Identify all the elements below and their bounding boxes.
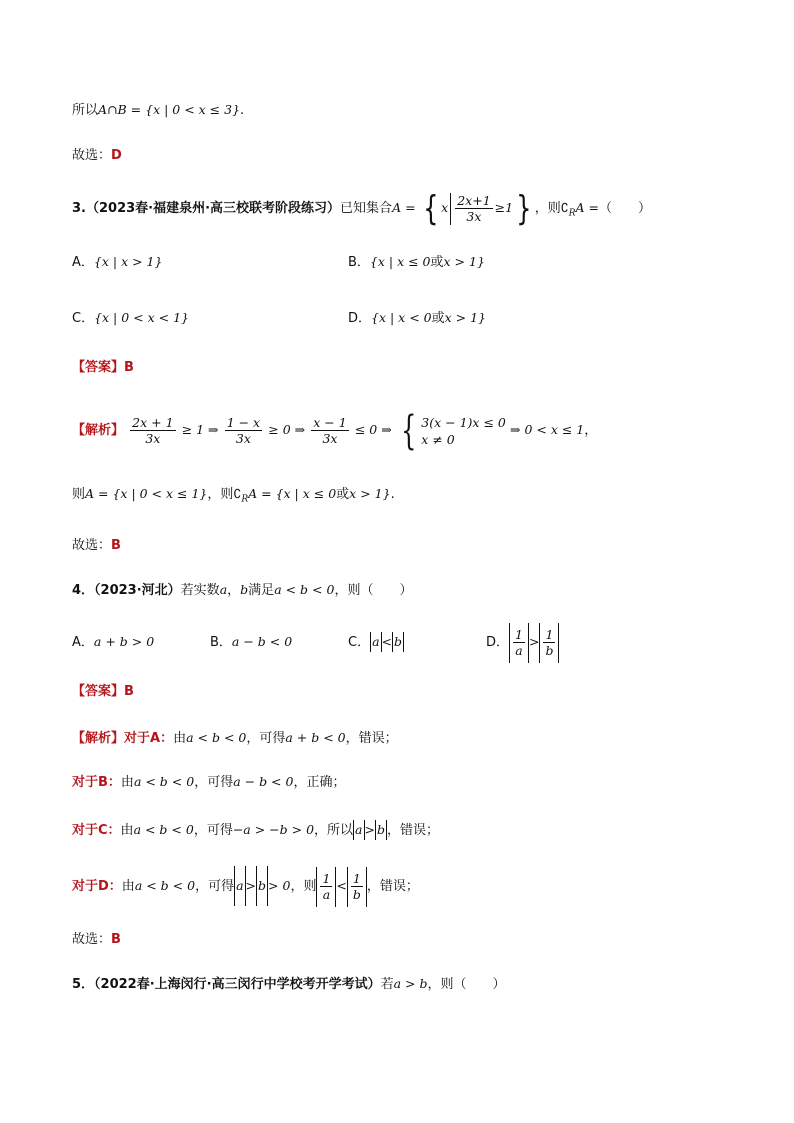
option-4b xyxy=(210,632,292,653)
abs-b: b xyxy=(392,632,404,652)
option-3a xyxy=(72,252,162,273)
fraction xyxy=(513,627,525,658)
option-expression-a: {x | x < 0 xyxy=(371,310,432,325)
question-number: 4． xyxy=(72,583,95,598)
choose-line-q3 xyxy=(72,536,121,556)
analysis-math: a < b < 0 xyxy=(186,730,247,745)
question-4 xyxy=(72,580,412,601)
analysis-label: 【解析】 xyxy=(72,423,125,438)
option-expression-b: x > 1} xyxy=(443,254,485,269)
abs-b: b xyxy=(256,866,268,906)
option-label: D． xyxy=(348,311,372,326)
complement-prefix: 则 xyxy=(72,487,86,502)
analysis-text: ，则 xyxy=(290,879,317,894)
complement-expression-a: A = {x | x ≤ 0 xyxy=(248,486,337,501)
fraction xyxy=(320,871,332,902)
analysis-fraction-2 xyxy=(225,415,262,446)
option-4c xyxy=(348,632,404,653)
analysis-relation-1: ≥ 1 ⇒ xyxy=(181,422,219,437)
option-label: D． xyxy=(486,635,510,650)
question-5 xyxy=(72,974,506,995)
option-label: C． xyxy=(348,635,371,650)
analysis-relation: < xyxy=(336,878,347,893)
option-4a xyxy=(72,632,154,653)
separator: ， xyxy=(227,583,241,598)
fraction-numerator: 1 xyxy=(545,627,554,642)
intersection-expression: A∩B = {x | 0 < x ≤ 3} xyxy=(98,102,241,117)
analysis-result: ⇒ 0 < x ≤ 1 xyxy=(510,422,585,437)
analysis-for: 对于D： xyxy=(72,879,122,894)
analysis-for: 对于A： xyxy=(124,731,174,746)
option-4d xyxy=(486,622,559,663)
analysis-line-4d xyxy=(72,866,419,907)
option-or: 或 xyxy=(430,255,444,270)
analysis-line-q3 xyxy=(72,407,598,454)
question-text-2: 满足 xyxy=(248,583,275,598)
answer-paren: （ ） xyxy=(598,201,651,216)
complement-expression-b: x > 1} xyxy=(349,486,391,501)
abs-a: a xyxy=(370,632,381,652)
option-label: A． xyxy=(72,635,94,650)
analysis-relation: > xyxy=(245,878,257,893)
condition: a < b < 0 xyxy=(274,582,335,597)
complement-target: A = xyxy=(575,200,599,215)
analysis-fraction-1 xyxy=(130,415,175,446)
option-3b xyxy=(348,252,485,273)
abs-frac-b xyxy=(347,867,367,907)
analysis-text: 由 xyxy=(120,775,134,790)
analysis-for: 对于C： xyxy=(72,823,121,838)
choose-label: 故选： xyxy=(72,538,112,553)
question-text: 已知集合 xyxy=(340,201,393,216)
fraction-denominator: 3x xyxy=(145,431,161,446)
option-expression: a − b < 0 xyxy=(231,634,293,649)
analysis-for: 对于B： xyxy=(72,775,121,790)
option-relation: > xyxy=(528,634,540,649)
analysis-line-4a xyxy=(72,728,398,749)
option-or: 或 xyxy=(431,311,445,326)
var-a: a xyxy=(219,582,228,597)
fraction-numerator: 1 xyxy=(352,871,361,886)
question-source: （2022春·上海闵行·高三闵行中学校考开学考试） xyxy=(94,977,381,992)
fraction-denominator: b xyxy=(352,887,361,902)
analysis-fraction-3 xyxy=(311,415,348,446)
fraction-denominator: 3x xyxy=(466,209,482,224)
analysis-math: a < b < 0 xyxy=(133,822,194,837)
analysis-verdict: ，错误； xyxy=(387,823,440,838)
complement-mid: ，则 xyxy=(207,487,234,502)
choose-answer: B xyxy=(111,538,121,553)
question-then: ，则（ ） xyxy=(427,977,506,992)
analysis-text: ，可得 xyxy=(195,879,235,894)
analysis-math: > 0 xyxy=(268,878,291,893)
system-row-2: x ≠ 0 xyxy=(421,431,455,447)
analysis-text: ，可得 xyxy=(194,775,234,790)
fraction-numerator: x − 1 xyxy=(313,415,347,430)
set-relation: ≥1 xyxy=(494,200,514,215)
analysis-relation-3: ≤ 0 ⇒ xyxy=(354,422,392,437)
option-label: C． xyxy=(72,311,95,326)
option-expression: {x | 0 < x < 1} xyxy=(94,310,189,325)
set-fraction xyxy=(455,193,492,224)
complement-end: . xyxy=(390,487,395,502)
analysis-text: 由 xyxy=(173,731,187,746)
choose-label: 故选： xyxy=(72,932,112,947)
question-3 xyxy=(72,190,651,232)
choose-line-q4 xyxy=(72,930,121,950)
system-brace-icon: { xyxy=(400,407,417,454)
answer-value: B xyxy=(124,360,134,375)
answer-line-q3 xyxy=(72,358,134,378)
question-number: 3. xyxy=(72,201,86,216)
answer-value: B xyxy=(124,684,134,699)
complement-subscript: R xyxy=(241,494,249,505)
question-then: ，则（ ） xyxy=(334,583,413,598)
abs-frac-a xyxy=(316,867,336,907)
system-row-1: 3(x − 1)x ≤ 0 xyxy=(421,414,506,430)
analysis-end: ， xyxy=(584,423,598,438)
abs-a: a xyxy=(353,820,364,840)
question-source: （2023·河北） xyxy=(94,583,181,598)
analysis-text: 由 xyxy=(120,823,134,838)
var-b: b xyxy=(240,582,249,597)
left-brace-icon: { xyxy=(422,188,438,229)
set-lhs: A = xyxy=(392,200,420,215)
complement-symbol: ∁ xyxy=(233,486,242,501)
analysis-math: a + b < 0 xyxy=(285,730,346,745)
question-text-1: 若实数 xyxy=(180,583,220,598)
choose-line-q2 xyxy=(72,146,122,166)
fraction xyxy=(351,871,363,902)
abs-a: a xyxy=(234,866,245,906)
option-expression: {x | x > 1} xyxy=(93,254,163,269)
fraction-numerator: 2x + 1 xyxy=(132,415,174,430)
complement-subscript: R xyxy=(568,208,576,219)
fraction-numerator: 2x+1 xyxy=(457,193,491,208)
fraction-denominator: a xyxy=(515,643,523,658)
analysis-text: 由 xyxy=(121,879,135,894)
option-3d xyxy=(348,308,486,329)
choose-label: 故选： xyxy=(72,148,112,163)
option-label: A． xyxy=(72,255,94,270)
answer-label: 【答案】 xyxy=(72,360,125,375)
fraction-denominator: a xyxy=(322,887,331,902)
option-label: B． xyxy=(210,635,232,650)
set-a-expression: A = {x | 0 < x ≤ 1} xyxy=(85,486,208,501)
option-expression-a: {x | x ≤ 0 xyxy=(369,254,431,269)
analysis-relation: > xyxy=(364,822,375,837)
analysis-line-4b xyxy=(72,772,345,793)
fraction-numerator: 1 xyxy=(515,627,523,642)
conclusion-line xyxy=(72,100,244,121)
right-brace-icon: } xyxy=(516,188,532,229)
analysis-math: a − b < 0 xyxy=(233,774,294,789)
set-divider xyxy=(450,193,451,225)
analysis-verdict: ，错误； xyxy=(366,879,419,894)
abs-frac-b xyxy=(539,623,559,663)
conclusion-prefix: 所以 xyxy=(72,103,99,118)
option-3c xyxy=(72,308,189,329)
question-math: a > b xyxy=(393,976,428,991)
fraction-numerator: 1 xyxy=(322,871,331,886)
complement-line-q3 xyxy=(72,484,395,510)
analysis-math: a < b < 0 xyxy=(133,774,195,789)
question-source: （2023春·福建泉州·高三校联考阶段练习） xyxy=(85,201,341,216)
analysis-text: ，可得 xyxy=(193,823,233,838)
fraction xyxy=(543,627,555,658)
conclusion-end: . xyxy=(240,103,245,118)
analysis-verdict: ，错误； xyxy=(345,731,398,746)
analysis-verdict: ，正确； xyxy=(293,775,346,790)
option-label: B． xyxy=(348,255,370,270)
analysis-text: ，所以 xyxy=(314,823,354,838)
answer-label: 【答案】 xyxy=(72,684,125,699)
answer-line-q4 xyxy=(72,682,134,702)
choose-answer: D xyxy=(111,148,122,163)
choose-answer: B xyxy=(111,932,121,947)
fraction-denominator: b xyxy=(545,643,554,658)
option-expression-b: x > 1} xyxy=(444,310,487,325)
fraction-denominator: 3x xyxy=(235,431,251,446)
analysis-label: 【解析】 xyxy=(72,731,125,746)
option-relation: < xyxy=(381,634,393,649)
analysis-relation-2: ≥ 0 ⇒ xyxy=(268,422,306,437)
question-number: 5． xyxy=(72,977,95,992)
fraction-numerator: 1 − x xyxy=(226,415,261,430)
analysis-math: a < b < 0 xyxy=(134,878,196,893)
set-var: x xyxy=(441,200,449,215)
abs-frac-a xyxy=(509,623,529,663)
complement-symbol: ∁ xyxy=(560,200,569,215)
question-text: 若 xyxy=(380,977,394,992)
inequality-system xyxy=(396,407,506,454)
abs-b: b xyxy=(375,820,387,840)
complement-or: 或 xyxy=(336,487,350,502)
analysis-text: ，可得 xyxy=(246,731,286,746)
option-expression: a + b > 0 xyxy=(93,634,155,649)
question-then: ，则 xyxy=(534,201,561,216)
analysis-line-4c xyxy=(72,820,439,841)
fraction-denominator: 3x xyxy=(322,431,338,446)
analysis-math: −a > −b > 0 xyxy=(232,822,315,837)
